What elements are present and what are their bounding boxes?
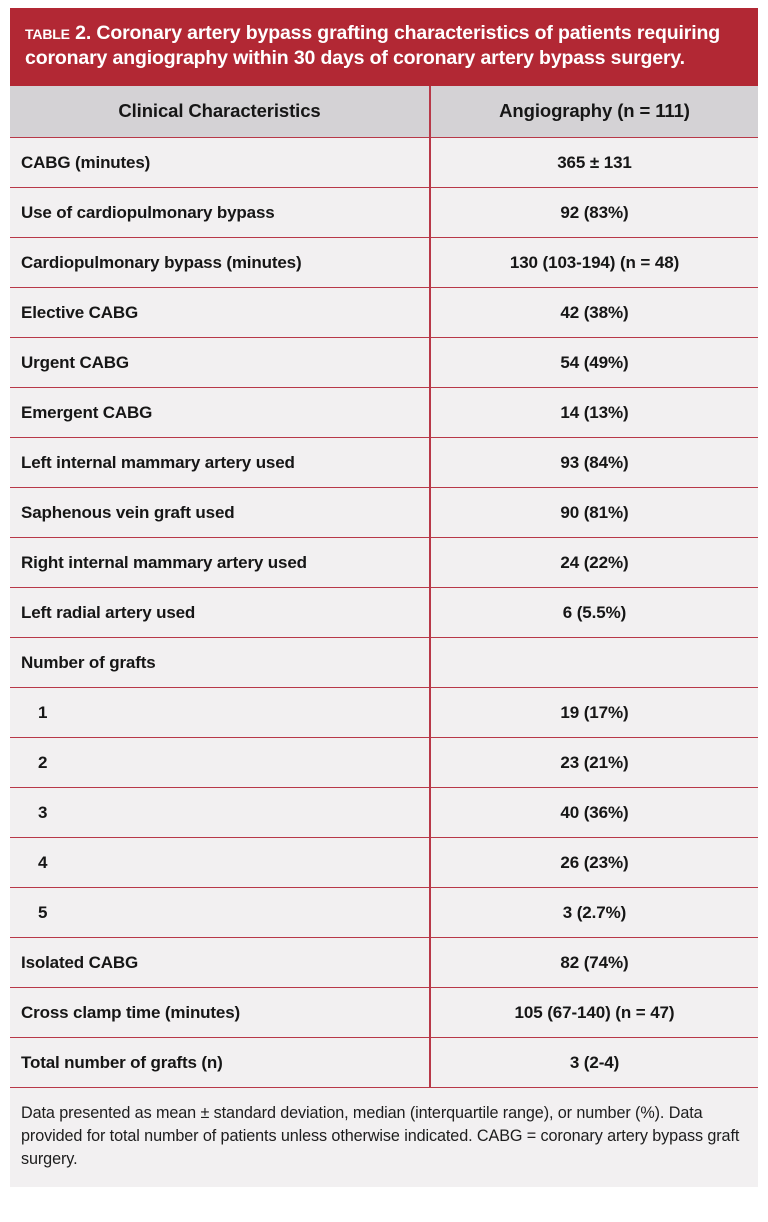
column-header-characteristics: Clinical Characteristics: [10, 86, 430, 138]
row-label: 1: [10, 688, 430, 738]
row-value: 93 (84%): [430, 438, 758, 488]
row-value: 23 (21%): [430, 738, 758, 788]
row-label: Use of cardiopulmonary bypass: [10, 188, 430, 238]
row-value: 24 (22%): [430, 538, 758, 588]
table-caption-banner: [10, 8, 758, 86]
row-value: 42 (38%): [430, 288, 758, 338]
table-row: [10, 388, 758, 438]
table-row: [10, 188, 758, 238]
row-label: 5: [10, 888, 430, 938]
row-label: Total number of grafts (n): [10, 1038, 430, 1088]
row-value: 14 (13%): [430, 388, 758, 438]
row-value: 92 (83%): [430, 188, 758, 238]
table-row: [10, 238, 758, 288]
table-row: [10, 1038, 758, 1088]
row-label: Emergent CABG: [10, 388, 430, 438]
table-caption-number-value: 2.: [75, 22, 92, 44]
row-value: 54 (49%): [430, 338, 758, 388]
table-row: [10, 938, 758, 988]
row-value: 26 (23%): [430, 838, 758, 888]
row-value: 40 (36%): [430, 788, 758, 838]
table-row: [10, 138, 758, 188]
row-value: 82 (74%): [430, 938, 758, 988]
row-label: Left radial artery used: [10, 588, 430, 638]
row-label: Cross clamp time (minutes): [10, 988, 430, 1038]
table-row: [10, 438, 758, 488]
row-label: CABG (minutes): [10, 138, 430, 188]
table-body: [10, 138, 758, 1088]
row-label: Saphenous vein graft used: [10, 488, 430, 538]
table-row: [10, 838, 758, 888]
row-label: Left internal mammary artery used: [10, 438, 430, 488]
table-row: [10, 788, 758, 838]
table-row: [10, 288, 758, 338]
table-footnote: Data presented as mean ± standard deviation, median (interquartile range), or number (%). Data provided for total number of patients unless otherwise indicated. CABG = coronary artery bypass graft surgery.: [10, 1088, 758, 1187]
row-value: 19 (17%): [430, 688, 758, 738]
row-label: Number of grafts: [10, 638, 430, 688]
table-caption-label: table: [25, 22, 70, 44]
row-value: 3 (2-4): [430, 1038, 758, 1088]
table-head: [10, 86, 758, 138]
row-label: 2: [10, 738, 430, 788]
table-row: [10, 738, 758, 788]
table-row: [10, 538, 758, 588]
table-row: [10, 488, 758, 538]
row-value: [430, 638, 758, 688]
row-label: Elective CABG: [10, 288, 430, 338]
row-value: 3 (2.7%): [430, 888, 758, 938]
row-value: 130 (103-194) (n = 48): [430, 238, 758, 288]
row-value: 365 ± 131: [430, 138, 758, 188]
row-label: 3: [10, 788, 430, 838]
row-label: 4: [10, 838, 430, 888]
table-row: [10, 338, 758, 388]
table-row: [10, 988, 758, 1038]
table-row: [10, 638, 758, 688]
table-row: [10, 588, 758, 638]
table-row: [10, 688, 758, 738]
row-label: Urgent CABG: [10, 338, 430, 388]
table-header-row: [10, 86, 758, 138]
row-label: Cardiopulmonary bypass (minutes): [10, 238, 430, 288]
table-caption-text: Coronary artery bypass grafting characteristics of patients requiring coronary angiography within 30 days of coronary artery bypass surgery.: [25, 22, 720, 70]
row-value: 90 (81%): [430, 488, 758, 538]
row-value: 6 (5.5%): [430, 588, 758, 638]
data-table: [10, 86, 758, 1089]
column-header-angiography: Angiography (n = 111): [430, 86, 758, 138]
table-row: [10, 888, 758, 938]
row-value: 105 (67-140) (n = 47): [430, 988, 758, 1038]
row-label: Right internal mammary artery used: [10, 538, 430, 588]
row-label: Isolated CABG: [10, 938, 430, 988]
